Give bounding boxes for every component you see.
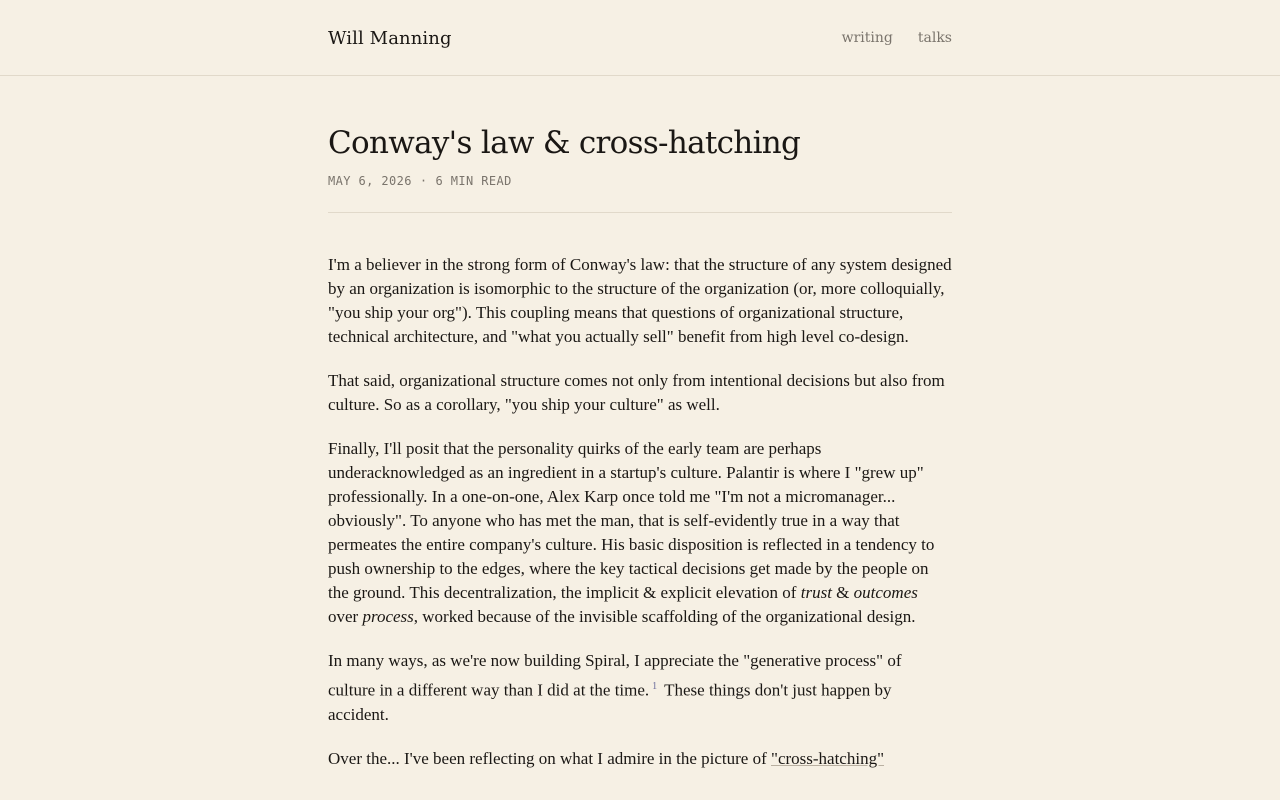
title-divider bbox=[328, 212, 952, 213]
nav-talks-link[interactable]: talks bbox=[917, 30, 952, 46]
footnote-ref-1[interactable]: 1 bbox=[652, 681, 658, 692]
paragraph-2: That said, organizational structure comes not only from intentional decisions but also from culture. So as a corollary, "you ship your culture" as well. bbox=[328, 371, 945, 414]
post-main bbox=[328, 123, 952, 771]
post-content bbox=[328, 253, 952, 771]
post-read-time: 6 MIN READ bbox=[435, 174, 512, 188]
paragraph-3-text-b: & bbox=[831, 583, 854, 602]
paragraph-4-text-a: In many ways, as we're now building Spiral, I appreciate the "generative process" of culture in a different way than I did at the time. bbox=[328, 651, 902, 700]
meta-separator: · bbox=[419, 174, 428, 188]
paragraph-3-text-a: Finally, I'll posit that the personality quirks of the early team are perhaps underacknowledged as an ingredient in a startup's culture. Palantir is where I "grew up" professionally. In a one-on-one, Alex Karp once told me "I'm not a micromanager... obviously". To anyone who has met the man, that is self-evidently true in a way that permeates the entire company's culture. His basic disposition is reflected in a tendency to push ownership to the edges, where the key tactical decisions get made by the people on the ground. This decentralization, the implicit & explicit elevation of bbox=[328, 439, 935, 602]
header-inner bbox=[328, 0, 952, 76]
post-title: Conway's law & cross-hatching bbox=[328, 125, 801, 161]
paragraph-1: I'm a believer in the strong form of Conway's law: that the structure of any system designed by an organization is isomorphic to the structure of the organization (or, more colloquially, "you ship your org"). This coupling means that questions of organizational structure, technical architecture, and "what you actually sell" benefit from high level co-design. bbox=[328, 255, 952, 346]
paragraph-5 bbox=[328, 747, 952, 771]
paragraph-3-text-d: , worked because of the invisible scaffolding of the organizational design. bbox=[413, 607, 916, 626]
post-date: MAY 6, 2026 bbox=[328, 174, 412, 188]
main-nav bbox=[842, 30, 952, 46]
paragraph-3-text-c: over bbox=[328, 607, 363, 626]
paragraph-4 bbox=[328, 649, 952, 727]
post-meta bbox=[328, 174, 952, 188]
cross-hatching-link[interactable]: "cross-hatching" bbox=[771, 748, 885, 768]
emphasis-process: process bbox=[362, 607, 414, 626]
paragraph-3 bbox=[328, 437, 952, 629]
nav-writing-link[interactable]: writing bbox=[841, 30, 893, 46]
site-header bbox=[0, 0, 1280, 76]
emphasis-trust: trust bbox=[800, 583, 832, 602]
footnote-ref-wrapper bbox=[649, 677, 660, 693]
paragraph-4-text-b: These things don't just happen by accident. bbox=[328, 680, 892, 724]
emphasis-outcomes: outcomes bbox=[853, 583, 918, 602]
site-title-link[interactable]: Will Manning bbox=[328, 27, 452, 49]
paragraph-5-text-a: Over the... I've been reflecting on what I admire in the picture of bbox=[328, 748, 771, 768]
